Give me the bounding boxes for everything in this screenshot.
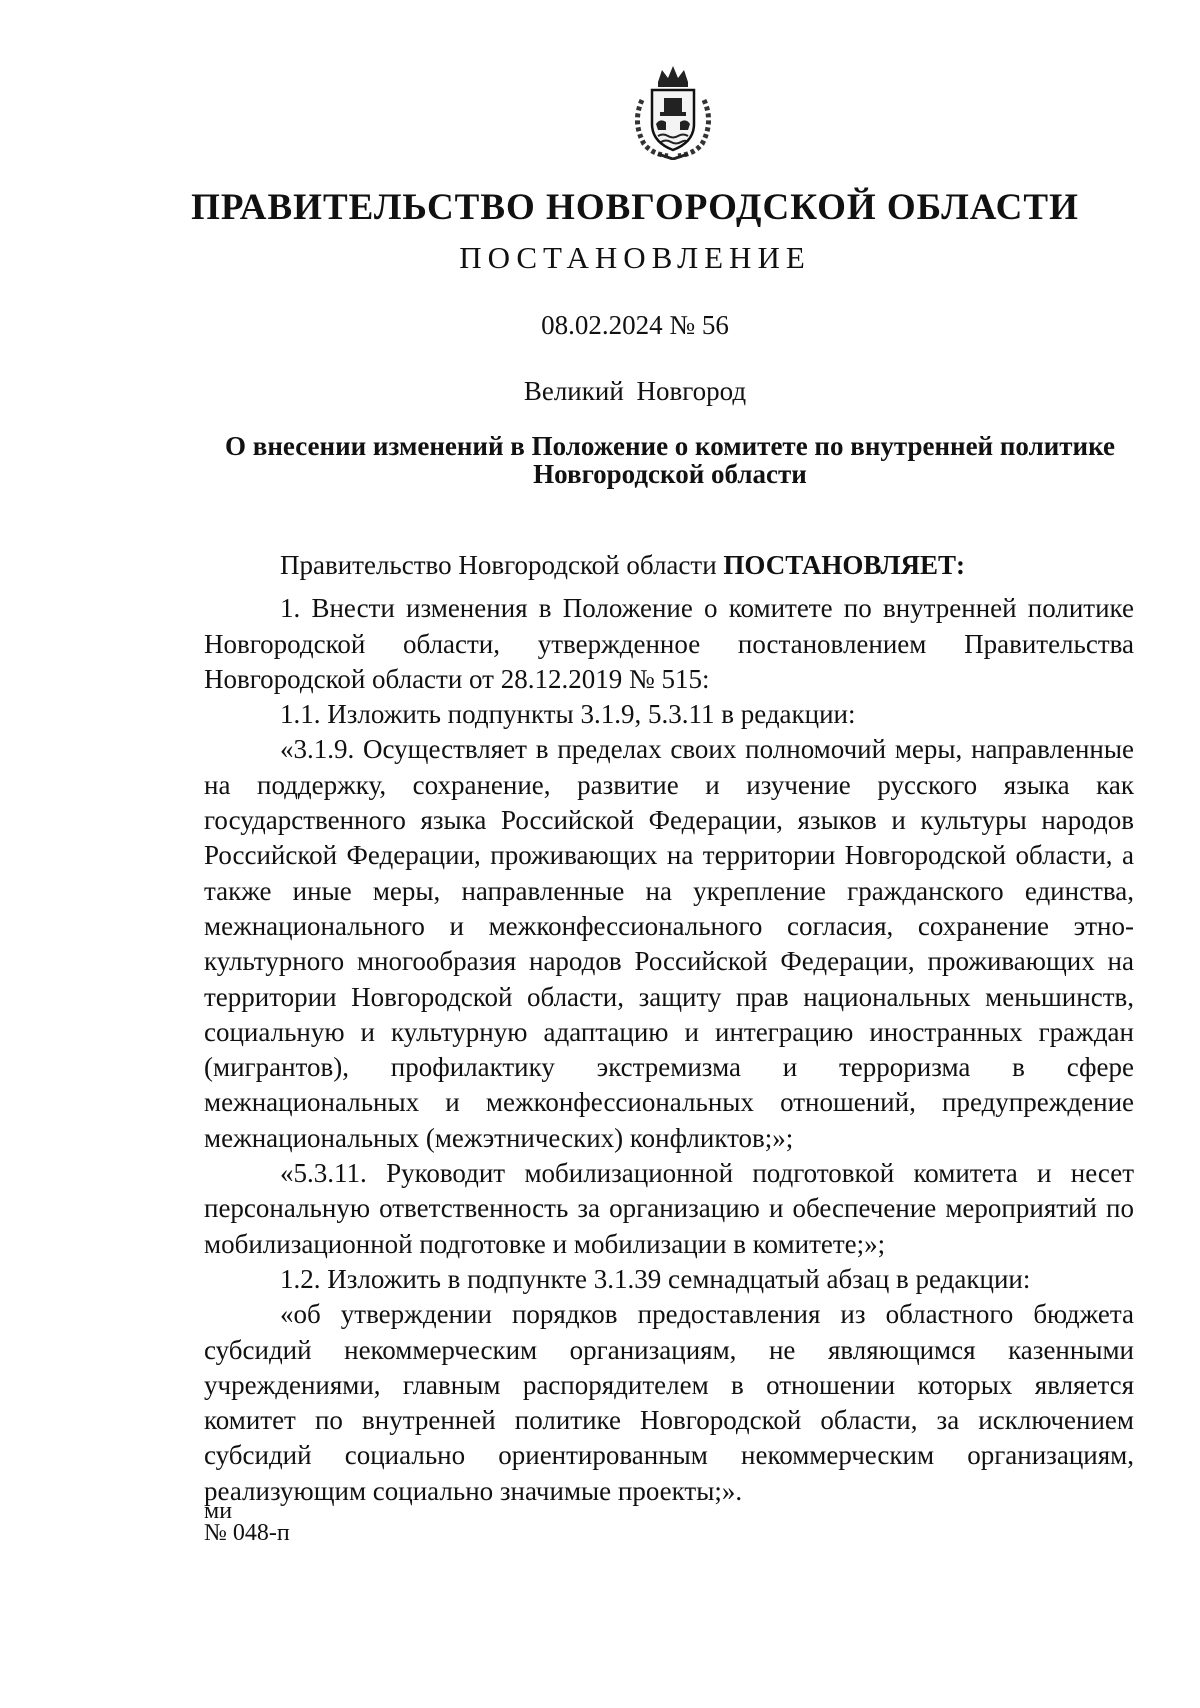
lead-bold: ПОСТАНОВЛЯЕТ: [723,550,965,580]
organization-title: ПРАВИТЕЛЬСТВО НОВГОРОДСКОЙ ОБЛАСТИ [191,187,1079,228]
document-city: Великий Новгород [523,376,747,406]
document-subject [200,432,1140,488]
paragraph-3-1-9: «3.1.9. Осуществляет в пределах своих полномочий меры, направленные на поддержку, сохранение, развитие и изучение русского языка как государственного языка Российской Федерации, языков и культуры народов Российской Федерации, проживающих на территории Новгородской области, а также иные меры, направленные на укрепление гражданского единства, межнационального и межконфессионального согласия, сохранение этно-культурного многообразия народов Российской Федерации, проживающих на территории Новгородской области, защиту прав национальных меньшинств, социальную и культурную адаптацию и интеграцию иностранных граждан (мигрантов), профилактику экстремизма и терроризма в сфере межнациональных и межконфессиональных отношений, предупреждение межнациональных (межэтнических) конфликтов;»; [204,734,1134,1153]
resolution-lead [204,548,1134,583]
paragraph-5-3-11: «5.3.11. Руководит мобилизационной подготовкой комитета и несет персональную ответственность за организацию и обеспечение мероприятий по мобилизационной подготовке и мобилизации в комитете;»; [204,1158,1134,1259]
document-date-number: 08.02.2024 № 56 [541,310,729,340]
footer-code: № 048-п [204,1520,290,1546]
document-footer [204,1500,290,1544]
subject-line-1: О внесении изменений в Положение о комитете по внутренней политике [225,431,1115,461]
paragraph-1-1: 1.1. Изложить подпункты 3.1.9, 5.3.11 в редакции: [280,699,856,730]
paragraph-quoted-abstract: «об утверждении порядков предоставления из областного бюджета субсидий некоммерческим организациям, не являющимся казенными учреждениями, главным распорядителем в отношении которых является комитет по внутренней политике Новгородской области, за исключением субсидий социально ориентированным некоммерческим организациям, реализующим социально значимые проекты;». [204,1299,1134,1506]
document-body [204,548,1134,1509]
paragraph-1-2: 1.2. Изложить в подпункте 3.1.39 семнадцатый абзац в редакции: [280,1263,1031,1294]
footer-initials: ми [204,1498,233,1524]
document-type: ПОСТАНОВЛЕНИЕ [459,240,811,275]
novgorod-coat-of-arms-icon [628,60,718,160]
paragraph-1: 1. Внести изменения в Положение о комитете по внутренней политике Новгородской области, утвержденное постановлением Правительства Новгородской области от 28.12.2019 № 515: [204,593,1134,694]
lead-text: Правительство Новгородской области [280,550,724,580]
subject-line-2: Новгородской области [533,459,807,489]
